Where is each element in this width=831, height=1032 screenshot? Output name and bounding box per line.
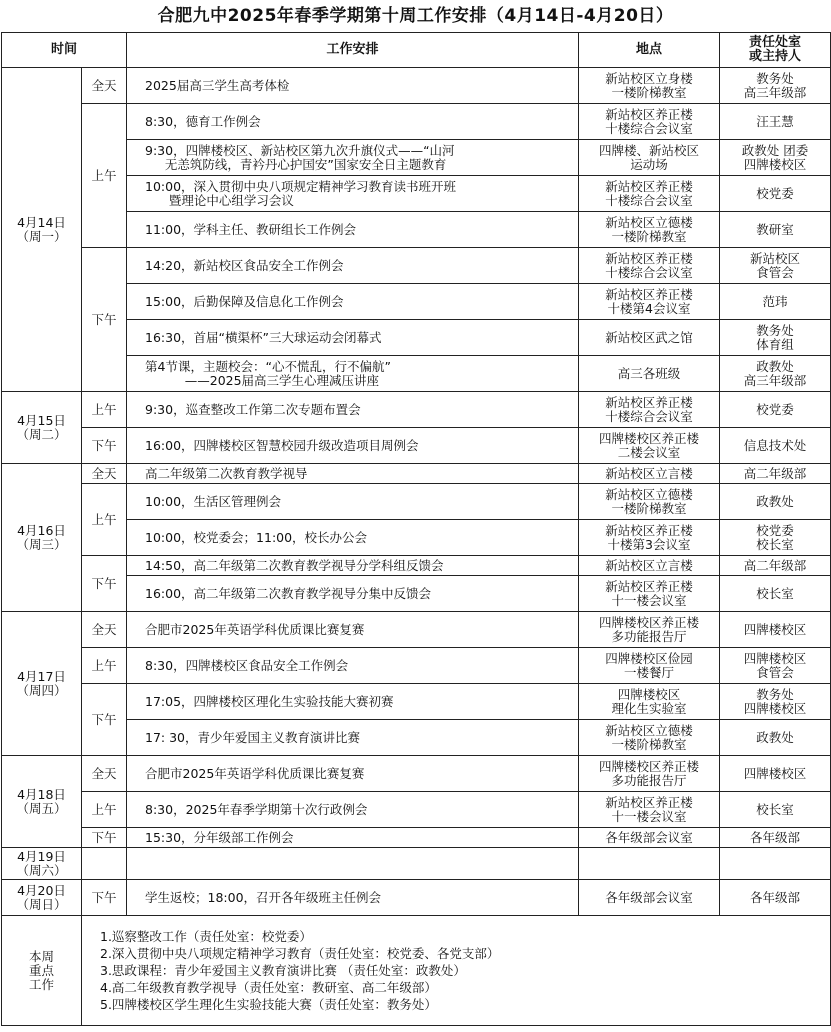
location: 新站校区养正楼 十楼第3会议室 [579, 520, 720, 556]
schedule-row [2, 484, 831, 520]
schedule-row [2, 68, 831, 104]
schedule-row [2, 612, 831, 648]
schedule-row [2, 320, 831, 356]
location: 新站校区养正楼 十楼综合会议室 [579, 104, 720, 140]
key-work-item: 4.高二年级教育教学视导（责任处室：教研室、高二年级部） [100, 980, 437, 995]
owner: 教务处 高三年级部 [720, 68, 831, 104]
period-label: 全天 [82, 756, 127, 792]
owner [720, 848, 831, 880]
period-label: 上午 [82, 104, 127, 248]
schedule-row [2, 248, 831, 284]
owner: 高二年级部 [720, 464, 831, 484]
period-label: 上午 [82, 484, 127, 556]
schedule-row [2, 284, 831, 320]
page-title: 合肥九中2025年春季学期第十周工作安排（4月14日-4月20日） [157, 6, 674, 26]
owner: 校长室 [720, 576, 831, 612]
owner: 教研室 [720, 212, 831, 248]
schedule-row [2, 720, 831, 756]
key-work-label: 本周 重点 工作 [2, 916, 82, 1026]
period-label: 下午 [82, 828, 127, 848]
location: 四牌楼校区俭园 一楼餐厅 [579, 648, 720, 684]
schedule-row [2, 648, 831, 684]
work-item: 合肥市2025年英语学科优质课比赛复赛 [127, 612, 579, 648]
schedule-row [2, 356, 831, 392]
location: 新站校区武之馆 [579, 320, 720, 356]
work-item: 学生返校；18:00，召开各年级班主任例会 [127, 880, 579, 916]
location: 各年级部会议室 [579, 880, 720, 916]
work-item: 9:30，巡查整改工作第二次专题布置会 [127, 392, 579, 428]
owner: 范玮 [720, 284, 831, 320]
owner: 校党委 [720, 392, 831, 428]
location: 高三各班级 [579, 356, 720, 392]
location: 新站校区养正楼 十楼综合会议室 [579, 392, 720, 428]
location: 四牌楼校区养正楼 二楼会议室 [579, 428, 720, 464]
schedule-row [2, 684, 831, 720]
owner: 四牌楼校区 [720, 756, 831, 792]
key-work-item: 3.思政课程：青少年爱国主义教育演讲比赛 （责任处室：政教处） [100, 963, 466, 978]
period-label: 下午 [82, 880, 127, 916]
day-date: 4月18日 （周五） [2, 756, 82, 848]
work-item [127, 848, 579, 880]
key-work-row [2, 916, 831, 1026]
period-label [82, 848, 127, 880]
schedule-body [2, 68, 831, 916]
work-item: 16:00，高二年级第二次教育教学视导分集中反馈会 [127, 576, 579, 612]
work-item: 16:00，四牌楼校区智慧校园升级改造项目周例会 [127, 428, 579, 464]
work-item: 10:00，生活区管理例会 [127, 484, 579, 520]
owner: 信息技术处 [720, 428, 831, 464]
owner: 高二年级部 [720, 556, 831, 576]
location: 新站校区养正楼 十一楼会议室 [579, 576, 720, 612]
owner: 政教处 [720, 484, 831, 520]
schedule-row [2, 464, 831, 484]
location: 四牌楼校区 理化生实验室 [579, 684, 720, 720]
period-label: 下午 [82, 248, 127, 392]
schedule-row [2, 212, 831, 248]
schedule-table [1, 32, 831, 1026]
work-item: 15:30，分年级部工作例会 [127, 828, 579, 848]
schedule-row [2, 576, 831, 612]
owner: 政教处 高三年级部 [720, 356, 831, 392]
day-date: 4月15日 （周二） [2, 392, 82, 464]
location: 新站校区养正楼 十楼第4会议室 [579, 284, 720, 320]
period-label: 下午 [82, 556, 127, 612]
location: 各年级部会议室 [579, 828, 720, 848]
work-item: 17:05，四牌楼校区理化生实验技能大赛初赛 [127, 684, 579, 720]
location: 新站校区立言楼 [579, 556, 720, 576]
schedule-row [2, 556, 831, 576]
owner: 政教处 团委 四牌楼校区 [720, 140, 831, 176]
owner: 各年级部 [720, 880, 831, 916]
location: 新站校区立言楼 [579, 464, 720, 484]
work-item: 8:30，四牌楼校区食品安全工作例会 [127, 648, 579, 684]
owner: 新站校区 食管会 [720, 248, 831, 284]
location: 新站校区养正楼 十一楼会议室 [579, 792, 720, 828]
work-item: 11:00，学科主任、教研组长工作例会 [127, 212, 579, 248]
schedule-row [2, 828, 831, 848]
owner: 教务处 体育组 [720, 320, 831, 356]
owner: 政教处 [720, 720, 831, 756]
work-item: 8:30，2025年春季学期第十次行政例会 [127, 792, 579, 828]
period-label: 上午 [82, 792, 127, 828]
key-work-item: 2.深入贯彻中央八项规定精神学习教育（责任处室：校党委、各党支部） [100, 946, 500, 961]
work-item: 高二年级第二次教育教学视导 [127, 464, 579, 484]
schedule-row [2, 756, 831, 792]
work-item: 8:30，德育工作例会 [127, 104, 579, 140]
schedule-row [2, 392, 831, 428]
work-item: 15:00，后勤保障及信息化工作例会 [127, 284, 579, 320]
day-date: 4月16日 （周三） [2, 464, 82, 612]
location: 新站校区养正楼 十楼综合会议室 [579, 176, 720, 212]
schedule-row [2, 140, 831, 176]
owner: 校党委 [720, 176, 831, 212]
work-item: 2025届高三学生高考体检 [127, 68, 579, 104]
schedule-row [2, 104, 831, 140]
period-label: 上午 [82, 392, 127, 428]
schedule-row [2, 428, 831, 464]
header-place: 地点 [579, 33, 720, 68]
location: 新站校区立德楼 一楼阶梯教室 [579, 720, 720, 756]
location: 四牌楼校区养正楼 多功能报告厅 [579, 756, 720, 792]
period-label: 上午 [82, 648, 127, 684]
key-work-list [82, 916, 831, 1026]
work-item: 17: 30，青少年爱国主义教育演讲比赛 [127, 720, 579, 756]
location: 四牌楼、新站校区 运动场 [579, 140, 720, 176]
period-label: 全天 [82, 464, 127, 484]
day-date: 4月17日 （周四） [2, 612, 82, 756]
owner: 四牌楼校区 食管会 [720, 648, 831, 684]
key-work-item: 1.巡察整改工作（责任处室：校党委） [100, 929, 312, 944]
work-item: 10:00，深入贯彻中央八项规定精神学习教育读书班开班 暨理论中心组学习会议 [127, 176, 579, 212]
location: 新站校区立身楼 一楼阶梯教室 [579, 68, 720, 104]
work-item: 10:00，校党委会；11:00，校长办公会 [127, 520, 579, 556]
schedule-row [2, 176, 831, 212]
key-work-item: 5.四牌楼校区学生理化生实验技能大赛（责任处室：教务处） [100, 997, 437, 1012]
owner: 四牌楼校区 [720, 612, 831, 648]
location: 四牌楼校区养正楼 多功能报告厅 [579, 612, 720, 648]
work-item: 14:20，新站校区食品安全工作例会 [127, 248, 579, 284]
location: 新站校区养正楼 十楼综合会议室 [579, 248, 720, 284]
work-item: 9:30，四牌楼校区、新站校区第九次升旗仪式——“山河 无恙筑防线，青衿丹心护国安”国家安全日主题教育 [127, 140, 579, 176]
owner: 教务处 四牌楼校区 [720, 684, 831, 720]
header-owner: 责任处室 或主持人 [720, 33, 831, 68]
schedule-row [2, 880, 831, 916]
period-label: 下午 [82, 684, 127, 756]
owner: 校长室 [720, 792, 831, 828]
work-item: 16:30，首届“横渠杯”三大球运动会闭幕式 [127, 320, 579, 356]
location: 新站校区立德楼 一楼阶梯教室 [579, 212, 720, 248]
day-date: 4月20日 （周日） [2, 880, 82, 916]
header-time: 时间 [2, 33, 127, 68]
location [579, 848, 720, 880]
period-label: 全天 [82, 68, 127, 104]
header-work: 工作安排 [127, 33, 579, 68]
work-item: 14:50，高二年级第二次教育教学视导分学科组反馈会 [127, 556, 579, 576]
schedule-row [2, 792, 831, 828]
schedule-row [2, 848, 831, 880]
header-row [2, 33, 831, 68]
day-date: 4月14日 （周一） [2, 68, 82, 392]
period-label: 下午 [82, 428, 127, 464]
owner: 汪王慧 [720, 104, 831, 140]
schedule-row [2, 520, 831, 556]
day-date: 4月19日 （周六） [2, 848, 82, 880]
period-label: 全天 [82, 612, 127, 648]
owner: 各年级部 [720, 828, 831, 848]
location: 新站校区立德楼 一楼阶梯教室 [579, 484, 720, 520]
work-item: 合肥市2025年英语学科优质课比赛复赛 [127, 756, 579, 792]
work-item: 第4节课，主题校会：“心不慌乱，行不偏航” ——2025届高三学生心理减压讲座 [127, 356, 579, 392]
owner: 校党委 校长室 [720, 520, 831, 556]
